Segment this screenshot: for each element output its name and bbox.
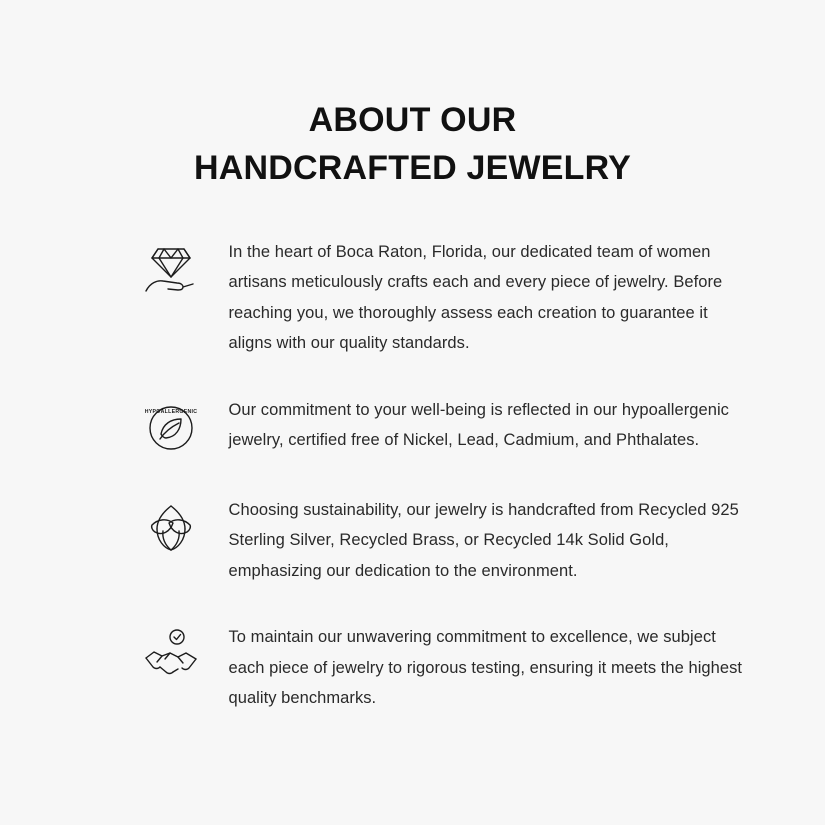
list-item <box>139 495 743 587</box>
list-item <box>139 395 743 459</box>
page-title-line-2: HANDCRAFTED JEWELRY <box>194 149 631 188</box>
feature-text: In the heart of Boca Raton, Florida, our dedicated team of women artisans meticulously crafts each and every piece of jewelry. Before reaching you, we thoroughly assess each creation to guarantee it aligns with our quality standards. <box>228 242 723 353</box>
feature-list <box>83 237 743 714</box>
list-item <box>139 622 743 714</box>
recycle-leaves-icon <box>139 495 203 559</box>
handshake-check-icon <box>139 622 203 686</box>
feature-text: Choosing sustainability, our jewelry is handcrafted from Recycled 925 Sterling Silver, Recycled Brass, or Recycled 14k Solid Gold, emphasizing our dedication to the environment. <box>228 500 739 580</box>
page-title <box>194 96 631 193</box>
list-item <box>139 237 743 359</box>
hypoallergenic-leaf-icon <box>139 395 203 459</box>
page-title-line-1: ABOUT OUR <box>308 101 517 139</box>
feature-text: To maintain our unwavering commitment to excellence, we subject each piece of jewelry to rigorous testing, ensuring it meets the highest quality benchmarks. <box>228 628 743 708</box>
feature-text: Our commitment to your well-being is reflected in our hypoallergenic jewelry, certified free of Nickel, Lead, Cadmium, and Phthalates. <box>228 400 729 450</box>
diamond-in-hand-icon <box>139 237 203 301</box>
svg-text:HYPOALLERGENIC: HYPOALLERGENIC <box>144 408 197 415</box>
